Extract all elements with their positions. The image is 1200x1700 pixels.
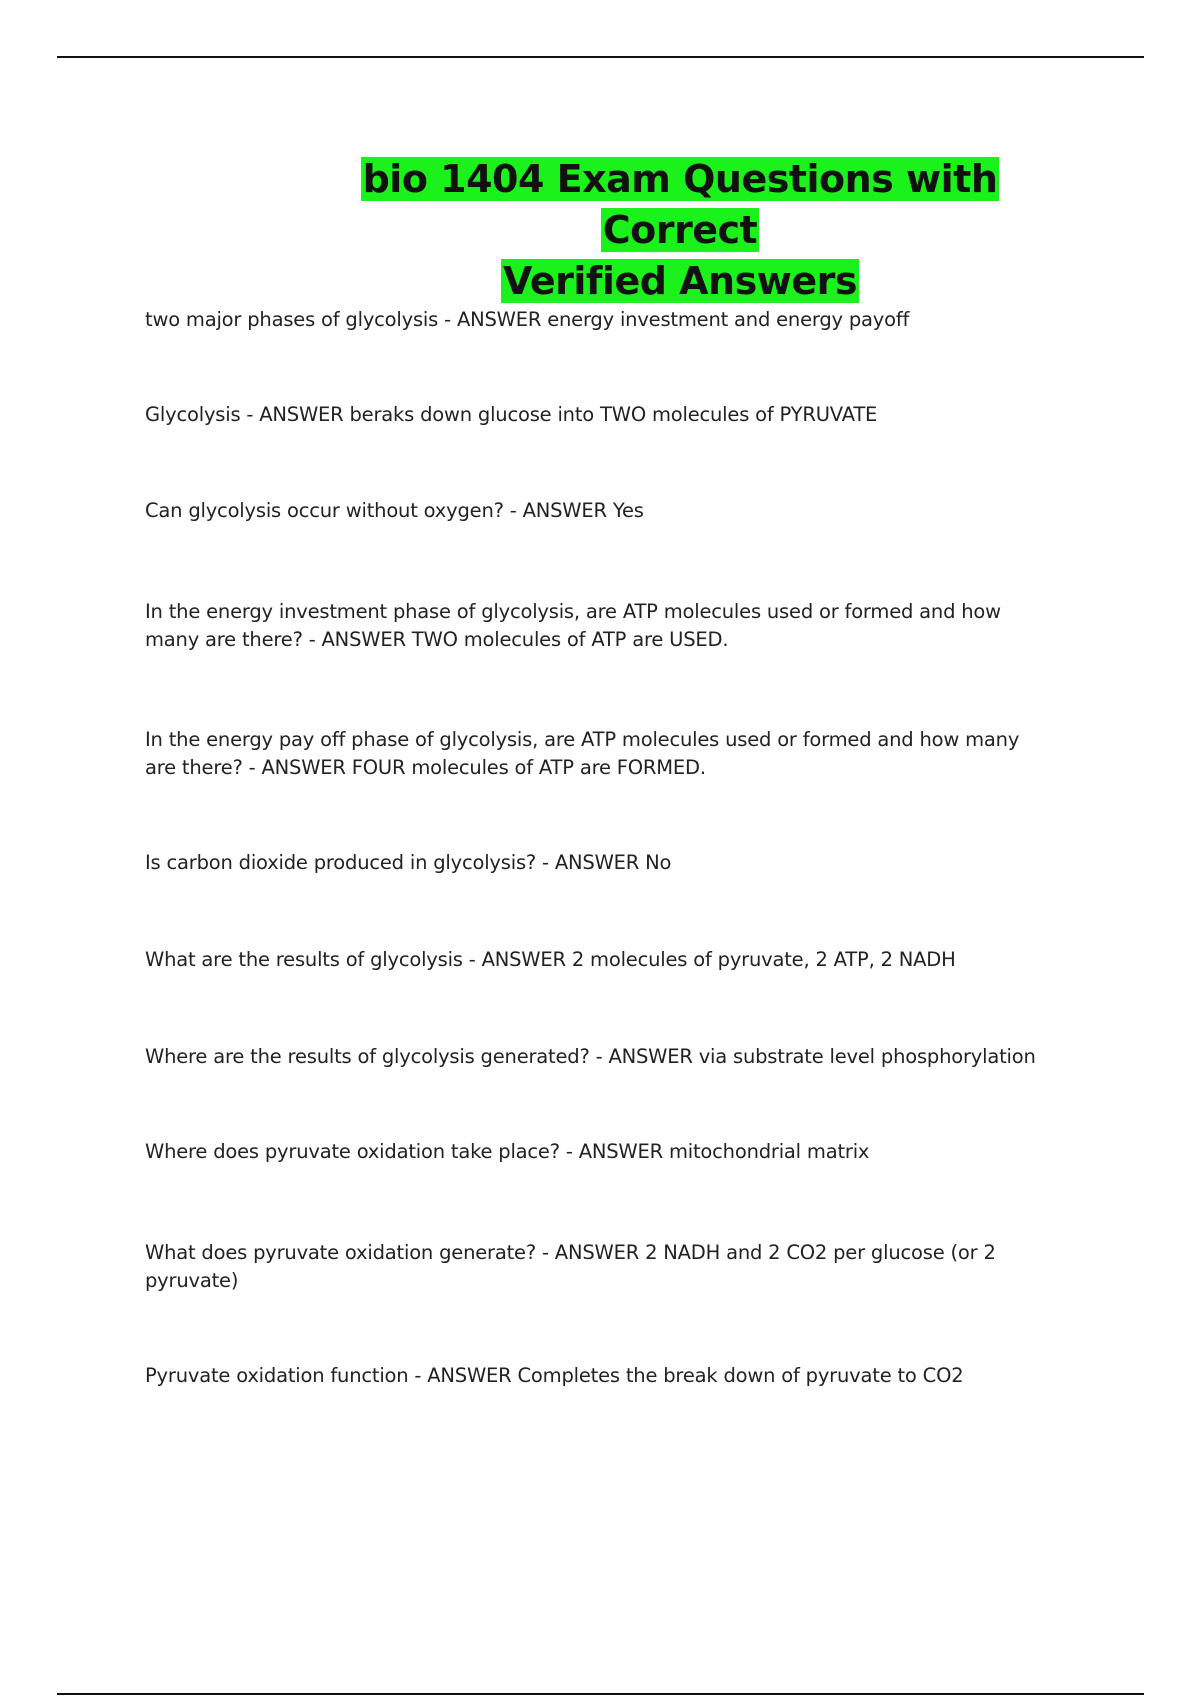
title-line-2: Verified Answers <box>503 259 857 303</box>
title-line-1: bio 1404 Exam Questions with Correct <box>362 157 998 252</box>
bottom-divider <box>57 1693 1144 1695</box>
qa-item: Pyruvate oxidation function - ANSWER Completes the break down of pyruvate to CO2 <box>145 1364 964 1387</box>
qa-item: two major phases of glycolysis - ANSWER energy investment and energy payoff <box>145 308 910 331</box>
qa-item: In the energy pay off phase of glycolysis, are ATP molecules used or formed and how many are there? - ANSWER FOUR molecules of ATP are FORMED. <box>145 728 1020 779</box>
qa-item: Can glycolysis occur without oxygen? - ANSWER Yes <box>145 499 644 522</box>
top-divider <box>57 56 1144 58</box>
qa-item: In the energy investment phase of glycolysis, are ATP molecules used or formed and how many are there? - ANSWER TWO molecules of ATP are USED. <box>145 600 1001 651</box>
qa-item: Where does pyruvate oxidation take place? - ANSWER mitochondrial matrix <box>145 1140 870 1163</box>
qa-item: Is carbon dioxide produced in glycolysis? - ANSWER No <box>145 851 672 874</box>
qa-item: Where are the results of glycolysis generated? - ANSWER via substrate level phosphorylation <box>145 1045 1036 1068</box>
qa-item: What are the results of glycolysis - ANSWER 2 molecules of pyruvate, 2 ATP, 2 NADH <box>145 948 956 971</box>
document-title <box>300 154 1060 307</box>
qa-item: Glycolysis - ANSWER beraks down glucose into TWO molecules of PYRUVATE <box>145 403 878 426</box>
qa-item: What does pyruvate oxidation generate? - ANSWER 2 NADH and 2 CO2 per glucose (or 2 pyruvate) <box>145 1241 996 1292</box>
